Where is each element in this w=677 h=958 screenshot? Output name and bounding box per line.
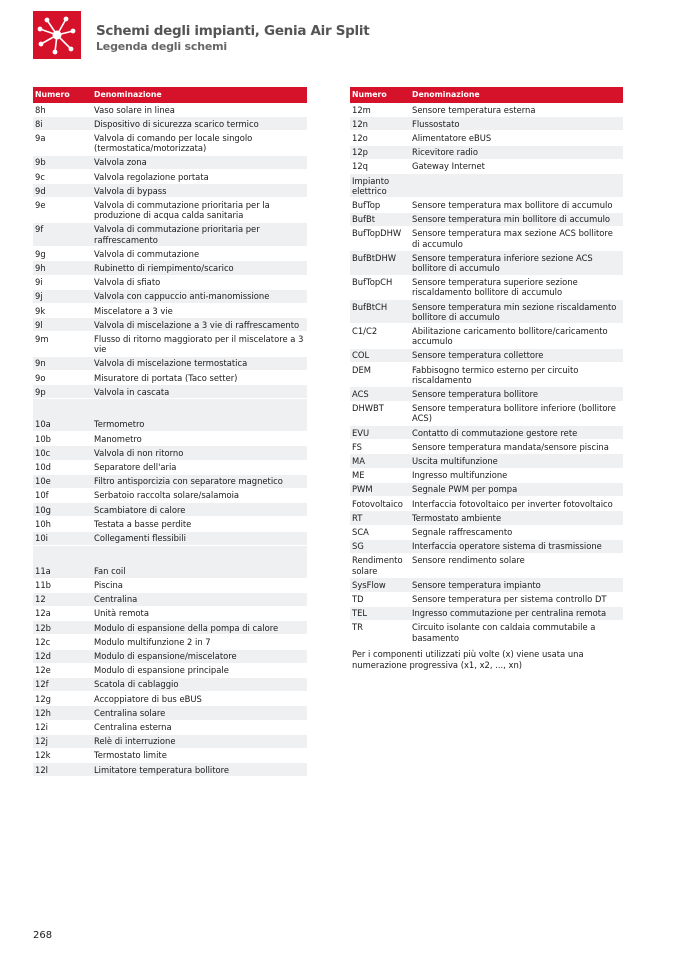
- row-denomination: Valvola di miscelazione a 3 vie di raffrescamento: [92, 318, 307, 332]
- row-number: SG: [350, 539, 410, 553]
- row-number: 9n: [33, 356, 92, 370]
- table-row: [33, 318, 307, 332]
- row-number: 12q: [350, 159, 410, 173]
- row-number: BufBtCH: [350, 300, 410, 324]
- table-row: [33, 748, 307, 762]
- row-number: 11a: [33, 560, 92, 578]
- table-row: [33, 446, 307, 460]
- row-number: BufBt: [350, 212, 410, 226]
- row-number: 12o: [350, 131, 410, 145]
- row-denomination: Sensore rendimento solare: [410, 553, 623, 577]
- table-row: [33, 692, 307, 706]
- legend-table-right: [350, 87, 623, 671]
- row-number: Impianto elettrico: [350, 174, 410, 198]
- row-denomination: Filtro antisporcizia con separatore magnetico: [92, 474, 307, 488]
- row-number: 9e: [33, 198, 92, 222]
- row-denomination: Sensore temperatura min bollitore di accumulo: [410, 212, 623, 226]
- table-row: [33, 131, 307, 155]
- row-denomination: Interfaccia fotovoltaico per inverter fotovoltaico: [410, 497, 623, 511]
- table-row: [350, 159, 623, 173]
- row-denomination: Sensore temperatura collettore: [410, 348, 623, 362]
- row-number: ACS: [350, 387, 410, 401]
- row-denomination: Dispositivo di sicurezza scarico termico: [92, 117, 307, 131]
- row-denomination: Manometro: [92, 432, 307, 446]
- table-row: [33, 720, 307, 734]
- table-row: [33, 474, 307, 488]
- row-denomination: Sensore temperatura max bollitore di accumulo: [410, 198, 623, 212]
- row-number: Rendimento solare: [350, 553, 410, 577]
- table-row: [33, 763, 307, 777]
- row-number: 12h: [33, 706, 92, 720]
- row-denomination: Contatto di commutazione gestore rete: [410, 426, 623, 440]
- page-title: Schemi degli impianti, Genia Air Split: [96, 23, 370, 39]
- row-number: 10a: [33, 413, 92, 431]
- row-number: PWM: [350, 482, 410, 496]
- blank-cell: [33, 545, 307, 560]
- row-denomination: Modulo di espansione della pompa di calore: [92, 621, 307, 635]
- table-row: [350, 578, 623, 592]
- table-row: [33, 371, 307, 385]
- row-number: C1/C2: [350, 324, 410, 348]
- table-row: [350, 226, 623, 250]
- table-row: [350, 251, 623, 275]
- row-denomination: Miscelatore a 3 vie: [92, 304, 307, 318]
- table-header-row: [33, 87, 307, 103]
- row-number: 9c: [33, 170, 92, 184]
- row-denomination: Valvola di commutazione prioritaria per raffrescamento: [92, 222, 307, 246]
- row-number: Fotovoltaico: [350, 497, 410, 511]
- row-denomination: Flussostato: [410, 117, 623, 131]
- table-row: [33, 621, 307, 635]
- table-row: [350, 482, 623, 496]
- row-number: 10d: [33, 460, 92, 474]
- row-number: EVU: [350, 426, 410, 440]
- table-row: [350, 363, 623, 387]
- table-row: [33, 706, 307, 720]
- table-row: [350, 198, 623, 212]
- row-denomination: Segnale PWM per pompa: [410, 482, 623, 496]
- row-number: DHWBT: [350, 401, 410, 425]
- row-denomination: Unità remota: [92, 606, 307, 620]
- row-denomination: Centralina: [92, 592, 307, 606]
- table-row: [33, 289, 307, 303]
- row-number: 9o: [33, 371, 92, 385]
- row-number: 10h: [33, 517, 92, 531]
- row-denomination: Centralina solare: [92, 706, 307, 720]
- row-denomination: Sensore temperatura min sezione riscaldamento bollitore di accumulo: [410, 300, 623, 324]
- row-denomination: Alimentatore eBUS: [410, 131, 623, 145]
- table-row: [33, 517, 307, 531]
- row-number: 9h: [33, 261, 92, 275]
- row-number: 12e: [33, 663, 92, 677]
- table-row: [350, 468, 623, 482]
- row-denomination: Ricevitore radio: [410, 145, 623, 159]
- row-denomination: Separatore dell'aria: [92, 460, 307, 474]
- row-denomination: Sensore temperatura esterna: [410, 103, 623, 117]
- row-number: 9m: [33, 332, 92, 356]
- footnote-row: [350, 645, 623, 671]
- row-denomination: Centralina esterna: [92, 720, 307, 734]
- row-number: 12l: [33, 763, 92, 777]
- row-denomination: Accoppiatore di bus eBUS: [92, 692, 307, 706]
- row-denomination: Relè di interruzione: [92, 734, 307, 748]
- row-denomination: Termometro: [92, 413, 307, 431]
- row-number: 12i: [33, 720, 92, 734]
- row-denomination: Collegamenti flessibili: [92, 531, 307, 545]
- table-row: [350, 426, 623, 440]
- brand-logo: [33, 11, 81, 59]
- table-row: [33, 503, 307, 517]
- row-denomination: Valvola di sfiato: [92, 275, 307, 289]
- row-number: 12d: [33, 649, 92, 663]
- row-number: 9f: [33, 222, 92, 246]
- row-number: 8i: [33, 117, 92, 131]
- row-number: SCA: [350, 525, 410, 539]
- row-denomination: Abilitazione caricamento bollitore/caricamento accumulo: [410, 324, 623, 348]
- row-denomination: Valvola in cascata: [92, 385, 307, 399]
- row-denomination: Valvola regolazione portata: [92, 170, 307, 184]
- table-row: [350, 553, 623, 577]
- row-denomination: Modulo multifunzione 2 in 7: [92, 635, 307, 649]
- row-number: 12j: [33, 734, 92, 748]
- row-number: 12k: [33, 748, 92, 762]
- table-row: [350, 212, 623, 226]
- row-number: 10f: [33, 488, 92, 502]
- table-row: [350, 606, 623, 620]
- blank-cell: [33, 399, 307, 414]
- row-denomination: Flusso di ritorno maggiorato per il miscelatore a 3 vie: [92, 332, 307, 356]
- row-denomination: Sensore temperatura mandata/sensore piscina: [410, 440, 623, 454]
- row-number: RT: [350, 511, 410, 525]
- footnote: Per i componenti utilizzati più volte (x) viene usata una numerazione progressiva (x1, x2, ..., xn): [350, 645, 623, 671]
- row-number: 12f: [33, 677, 92, 691]
- row-number: 12m: [350, 103, 410, 117]
- row-number: FS: [350, 440, 410, 454]
- blank-row: [33, 399, 307, 414]
- row-number: 9l: [33, 318, 92, 332]
- row-denomination: Valvola con cappuccio anti-manomissione: [92, 289, 307, 303]
- row-number: 12n: [350, 117, 410, 131]
- row-denomination: Testata a basse perdite: [92, 517, 307, 531]
- table-row: [350, 511, 623, 525]
- page-subtitle: Legenda degli schemi: [96, 40, 227, 53]
- table-row: [33, 432, 307, 446]
- table-row: [350, 525, 623, 539]
- column-header-denominazione: Denominazione: [410, 87, 623, 103]
- table-row: [33, 488, 307, 502]
- row-denomination: Scatola di cablaggio: [92, 677, 307, 691]
- row-denomination: Sensore temperatura inferiore sezione ACS bollitore di accumulo: [410, 251, 623, 275]
- row-denomination: Valvola di comando per locale singolo (termostatica/motorizzata): [92, 131, 307, 155]
- table-row: [350, 440, 623, 454]
- page-number: 268: [33, 930, 53, 941]
- row-denomination: Scambiatore di calore: [92, 503, 307, 517]
- table-row: [33, 332, 307, 356]
- table-row: [33, 170, 307, 184]
- row-number: DEM: [350, 363, 410, 387]
- row-denomination: Sensore temperatura bollitore inferiore (bollitore ACS): [410, 401, 623, 425]
- row-number: ME: [350, 468, 410, 482]
- table-row: [33, 356, 307, 370]
- row-number: 12b: [33, 621, 92, 635]
- row-number: 10e: [33, 474, 92, 488]
- table-row: [33, 560, 307, 578]
- row-denomination: Segnale raffrescamento: [410, 525, 623, 539]
- row-number: 10b: [33, 432, 92, 446]
- row-number: 10i: [33, 531, 92, 545]
- table-row: [350, 117, 623, 131]
- row-denomination: Fan coil: [92, 560, 307, 578]
- table-row: [33, 460, 307, 474]
- table-row: [350, 103, 623, 117]
- table-row: [350, 300, 623, 324]
- legend-table-left-body: [33, 103, 307, 777]
- row-number: 11b: [33, 578, 92, 592]
- row-number: 12c: [33, 635, 92, 649]
- row-denomination: Sensore temperatura impianto: [410, 578, 623, 592]
- table-row: [33, 578, 307, 592]
- row-denomination: Valvola di commutazione: [92, 247, 307, 261]
- table-row: [33, 304, 307, 318]
- table-row: [350, 348, 623, 362]
- table-row: [33, 247, 307, 261]
- row-number: 9k: [33, 304, 92, 318]
- table-row: [33, 385, 307, 399]
- row-denomination: Termostato ambiente: [410, 511, 623, 525]
- row-number: 10g: [33, 503, 92, 517]
- table-row: [33, 592, 307, 606]
- table-row: [33, 117, 307, 131]
- table-row: [350, 387, 623, 401]
- row-number: 8h: [33, 103, 92, 117]
- row-denomination: Valvola zona: [92, 155, 307, 169]
- row-denomination: Serbatoio raccolta solare/salamoia: [92, 488, 307, 502]
- legend-table-right-body: [350, 103, 623, 671]
- table-row: [350, 275, 623, 299]
- table-row: [350, 324, 623, 348]
- row-number: COL: [350, 348, 410, 362]
- table-row: [350, 174, 623, 198]
- blank-row: [33, 545, 307, 560]
- row-denomination: Sensore temperatura per sistema controllo DT: [410, 592, 623, 606]
- table-row: [33, 155, 307, 169]
- table-row: [350, 145, 623, 159]
- row-number: 12a: [33, 606, 92, 620]
- table-row: [33, 677, 307, 691]
- table-row: [33, 734, 307, 748]
- table-header-row: [350, 87, 623, 103]
- row-number: MA: [350, 454, 410, 468]
- table-row: [33, 413, 307, 431]
- row-number: 12p: [350, 145, 410, 159]
- row-denomination: Valvola di bypass: [92, 184, 307, 198]
- row-number: BufTopDHW: [350, 226, 410, 250]
- column-header-numero: Numero: [33, 87, 92, 103]
- table-row: [350, 454, 623, 468]
- row-number: 9d: [33, 184, 92, 198]
- row-number: 9b: [33, 155, 92, 169]
- row-denomination: Uscita multifunzione: [410, 454, 623, 468]
- legend-table-left: [33, 87, 307, 777]
- row-number: BufTop: [350, 198, 410, 212]
- row-denomination: Ingresso commutazione per centralina remota: [410, 606, 623, 620]
- row-number: 9i: [33, 275, 92, 289]
- row-number: 12: [33, 592, 92, 606]
- table-row: [33, 606, 307, 620]
- row-denomination: Valvola di miscelazione termostatica: [92, 356, 307, 370]
- row-number: BufBtDHW: [350, 251, 410, 275]
- table-row: [350, 539, 623, 553]
- table-row: [33, 649, 307, 663]
- row-denomination: Vaso solare in linea: [92, 103, 307, 117]
- row-denomination: Sensore temperatura max sezione ACS bollitore di accumulo: [410, 226, 623, 250]
- row-denomination: Interfaccia operatore sistema di trasmissione: [410, 539, 623, 553]
- network-hub-icon: [33, 11, 81, 59]
- column-header-numero: Numero: [350, 87, 410, 103]
- row-denomination: Valvola di commutazione prioritaria per la produzione di acqua calda sanitaria: [92, 198, 307, 222]
- table-row: [33, 198, 307, 222]
- row-denomination: Circuito isolante con caldaia commutabile a basamento: [410, 620, 623, 644]
- row-number: TD: [350, 592, 410, 606]
- row-number: SysFlow: [350, 578, 410, 592]
- row-number: 10c: [33, 446, 92, 460]
- row-number: TR: [350, 620, 410, 644]
- table-row: [33, 222, 307, 246]
- row-denomination: Fabbisogno termico esterno per circuito riscaldamento: [410, 363, 623, 387]
- table-row: [350, 620, 623, 644]
- table-row: [33, 103, 307, 117]
- row-denomination: Sensore temperatura bollitore: [410, 387, 623, 401]
- table-row: [33, 184, 307, 198]
- table-row: [33, 275, 307, 289]
- row-number: 9a: [33, 131, 92, 155]
- row-number: 12g: [33, 692, 92, 706]
- row-number: BufTopCH: [350, 275, 410, 299]
- row-denomination: [410, 174, 623, 198]
- table-row: [350, 497, 623, 511]
- row-denomination: Rubinetto di riempimento/scarico: [92, 261, 307, 275]
- row-denomination: Modulo di espansione principale: [92, 663, 307, 677]
- row-denomination: Ingresso multifunzione: [410, 468, 623, 482]
- row-number: 9j: [33, 289, 92, 303]
- table-row: [350, 131, 623, 145]
- row-denomination: Piscina: [92, 578, 307, 592]
- table-row: [33, 531, 307, 545]
- row-denomination: Modulo di espansione/miscelatore: [92, 649, 307, 663]
- row-number: 9p: [33, 385, 92, 399]
- column-header-denominazione: Denominazione: [92, 87, 307, 103]
- row-denomination: Limitatore temperatura bollitore: [92, 763, 307, 777]
- row-denomination: Sensore temperatura superiore sezione riscaldamento bollitore di accumulo: [410, 275, 623, 299]
- table-row: [350, 592, 623, 606]
- row-denomination: Termostato limite: [92, 748, 307, 762]
- table-row: [33, 663, 307, 677]
- table-row: [33, 635, 307, 649]
- table-row: [350, 401, 623, 425]
- row-number: 9g: [33, 247, 92, 261]
- row-number: TEL: [350, 606, 410, 620]
- row-denomination: Misuratore di portata (Taco setter): [92, 371, 307, 385]
- table-row: [33, 261, 307, 275]
- row-denomination: Valvola di non ritorno: [92, 446, 307, 460]
- row-denomination: Gateway Internet: [410, 159, 623, 173]
